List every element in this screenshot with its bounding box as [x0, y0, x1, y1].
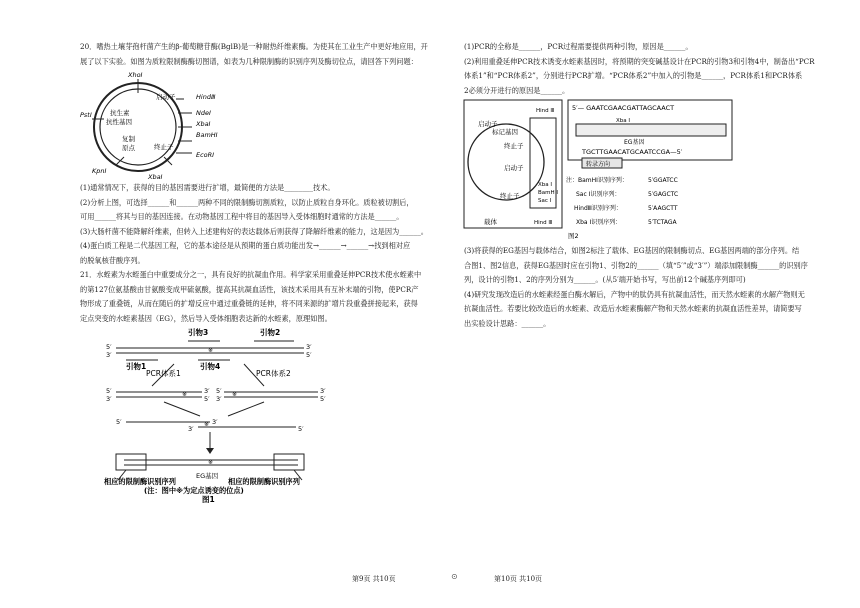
ori-label-2: 原点	[122, 144, 135, 152]
q20-item1: (1)通常情况下，获得的目的基因需要进行扩增，最简便的方法是________技术。	[80, 183, 335, 192]
site-eco: EcoRⅠ	[196, 151, 215, 159]
fig1-note: (注：图中※为定点诱变的位点)	[144, 486, 244, 495]
vec-terminator1: 终止子	[504, 142, 524, 150]
site-hind: HindⅢ	[196, 93, 216, 101]
svg-text:※: ※	[232, 391, 238, 398]
q20-stem-line1: 20．嗜热土壤芽孢杆菌产生的β-葡萄糖苷酶(BglB)是一种耐热纤维素酶。为使其在工业生产中更好地应用，开	[80, 42, 428, 51]
mut-site-top: ※	[208, 347, 214, 354]
direction-label: 转录方向	[586, 161, 611, 168]
svg-text:※: ※	[204, 421, 210, 428]
primer1-label: 引物1	[126, 362, 147, 371]
seq-top: 5′— GAATCGAACGATTAGCAACT	[572, 104, 675, 112]
resistance-label-2: 抗性基因	[106, 118, 132, 126]
q21-stem-line2: 的第127位氨基酸由甘氨酸变成甲硫氨酸，提高其抗凝血活性，该技术采用具有互补末端的引物，使PCR产	[80, 284, 419, 294]
figure-1	[80, 326, 450, 504]
ov-s5: 5′	[116, 418, 122, 426]
note-3-seq: 5′AAGCTT	[648, 205, 678, 212]
vec-marker: 标记基因	[492, 128, 518, 136]
vec-promoter2: 启动子	[504, 164, 524, 172]
q21-1: (1)PCR的全称是______，PCR过程需要提供两种引物，原因是______。	[464, 42, 693, 51]
s5-top: 5′	[106, 343, 112, 351]
q21-stem-line3: 物形成了重叠链，从而在随后的扩增反应中通过重叠链的延伸，将不同来源的扩增片段重叠拼接起来，获得	[80, 299, 418, 308]
q21-3a: (3)将获得的EG基因与载体结合，如图2标注了载体、EG基因的限制酶切点、EG基因两端的部分序列。结	[464, 246, 800, 255]
q21-4a: (4)研究发现改造后的水蛭素经蛋白酶水解后，产物中的肽仍具有抗凝血活性，而天然水蛭素的水解产物则无	[464, 289, 805, 299]
site-xba-right: XbaⅠ	[196, 120, 211, 128]
q21-3c: 列，设计的引物1、2的序列分别为______。(从5′端开始书写，写出前12个碱基序列即可)	[464, 275, 746, 284]
note-4-seq: 5′TCTAGA	[648, 219, 677, 226]
binding-mark-icon: ⊙	[451, 572, 458, 581]
ov-s5b: 5′	[298, 425, 304, 433]
q20-stem-line2: 展了以下实验。如图为质粒限制酶酶切图谱，如表为几种限制酶的识别序列及酶切位点，请回答下列问题：	[80, 56, 418, 66]
eg-gene-label: EG基因	[196, 472, 219, 480]
mid-s5-c: 5′	[216, 387, 222, 395]
page-footer-left: 第9页 共10页	[352, 575, 396, 583]
q21-stem-line1: 21．水蛭素为水蛭蛋白中重要成分之一，具有良好的抗凝血作用。科学家采用重叠延伸PCR技术使水蛭素中	[80, 270, 422, 279]
vector-eg-diagram	[464, 98, 764, 244]
vec-label: 载体	[484, 218, 497, 226]
note-1-seq: 5′GGATCC	[648, 177, 678, 184]
mid-s3-b: 3′	[204, 387, 210, 395]
svg-text:※: ※	[208, 459, 214, 466]
s5-top2: 5′	[306, 351, 312, 359]
q21-2a: (2)利用重叠延伸PCR技术诱变水蛭素基因时，将预期的突变碱基设计在PCR的引物3和引物4中，制备出“PCR	[464, 56, 815, 66]
ov-s3b: 3′	[188, 425, 194, 433]
note-3-label: HindⅢ识别序列：	[574, 205, 622, 212]
q21-4c: 出实验设计思路：______。	[464, 318, 551, 328]
s3-top2: 3′	[106, 351, 112, 359]
plasmid-map	[80, 69, 240, 181]
vec-promoter: 启动子	[478, 120, 498, 128]
vec-sac: Sac Ⅰ	[538, 198, 552, 204]
vec-bam: BamH Ⅰ	[538, 190, 559, 196]
ov-s3: 3′	[212, 418, 218, 426]
q20-item2b: 可用______将其与目的基因连接。在动物基因工程中将目的基因导入受体细胞时通常的方法是______。	[80, 212, 404, 221]
vec-hind-bottom: Hind Ⅲ	[534, 220, 553, 226]
q20-item4a: (4)蛋白质工程是二代基因工程，它的基本途径是从预期的蛋白质功能出发→______→______→找到相对应	[80, 241, 411, 250]
seq-eg: EG基因	[624, 139, 645, 146]
site-bam: BamHⅠ	[196, 131, 218, 139]
mid-s5-b: 5′	[204, 395, 210, 403]
site-kpn: KpnⅠ	[92, 167, 107, 175]
note-2-seq: 5′GAGCTC	[648, 191, 679, 198]
pcr1-label: PCR体系1	[146, 369, 181, 378]
vec-xba: Xba Ⅰ	[538, 182, 552, 188]
q21-2b: 体系1”和“PCR体系2”，分别进行PCR扩增。“PCR体系2”中加入的引物是______，PCR体系1和PCR体系	[464, 71, 803, 80]
mid-s3-c: 3′	[320, 387, 326, 395]
fig1-caption: 图1	[202, 495, 215, 504]
site-pst: PstⅠ	[80, 111, 92, 119]
vec-terminator2: 终止子	[500, 192, 520, 200]
note-4-label: Xba Ⅰ识别序列：	[576, 219, 622, 226]
plasmid-figure	[80, 69, 450, 181]
svg-text:※: ※	[182, 391, 188, 398]
q21-stem-line4: 定点突变的水蛭素基因（EG），然后导入受体细胞表达新的水蛭素，原理如图。	[80, 313, 332, 323]
promoter-label: 启动子	[156, 93, 176, 101]
mid-s5-d: 5′	[320, 395, 326, 403]
q20-item2a: (2)分析上图，可选择______和______两种不同的限制酶切割质粒，以防止质粒自身环化。质粒被切割后，	[80, 197, 414, 207]
primer3-label: 引物3	[188, 328, 209, 337]
site-label-right: 相应的限制酶识别序列	[228, 477, 300, 486]
note-2-label: Sac Ⅰ识别序列：	[576, 191, 621, 198]
page-footer-right: 第10页 共10页	[494, 575, 543, 583]
seq-bottom: TGCTTGAACATGCAATCCGA—5′	[582, 148, 683, 156]
seq-xba: Xba Ⅰ	[616, 118, 630, 124]
mid-s5-a: 5′	[106, 387, 112, 395]
site-nde: NdeⅠ	[196, 109, 211, 117]
q21-2c: 2必须分开进行的原因是______。	[464, 85, 570, 95]
vec-hind-top: Hind Ⅲ	[536, 108, 555, 114]
fig2-caption: 图2	[568, 232, 579, 240]
terminator-label: 终止子	[154, 143, 174, 151]
q21-3b: 合图1、图2信息，获得EG基因时应在引物1、引物2的______（填“5′”或“3′”）端添加限制酶______的识别序	[464, 260, 808, 270]
q20-item3: (3)大肠杆菌不能降解纤维素，但转入上述建构好的表达载体后则获得了降解纤维素的能力，这是因为______。	[80, 226, 428, 236]
note-1-label: 注：BamHⅠ识别序列：	[566, 177, 628, 184]
q21-4b: 抗凝血活性。若要比较改造后的水蛭素、改造后水蛭素酶解产物和天然水蛭素的抗凝血活性差异，请简要写	[464, 304, 802, 313]
overlap-pcr-diagram	[104, 326, 364, 504]
pcr2-label: PCR体系2	[256, 369, 291, 378]
s3-top: 3′	[306, 343, 312, 351]
site-xba-bottom: XbaⅠ	[148, 173, 163, 181]
resistance-label-1: 抗生素	[110, 109, 130, 117]
q20-item4b: 的脱氧核苷酸序列。	[80, 255, 145, 265]
mid-s3-a: 3′	[106, 395, 112, 403]
mid-s3-d: 3′	[216, 395, 222, 403]
ori-label-1: 复制	[122, 135, 135, 143]
primer2-label: 引物2	[260, 328, 281, 337]
site-label-left: 相应的限制酶识别序列	[104, 477, 176, 486]
primer4-label: 引物4	[200, 362, 221, 371]
left-column	[80, 40, 450, 504]
site-xho-top: XhoⅠ	[128, 71, 143, 79]
figure-2	[464, 98, 836, 244]
right-column	[464, 40, 836, 331]
